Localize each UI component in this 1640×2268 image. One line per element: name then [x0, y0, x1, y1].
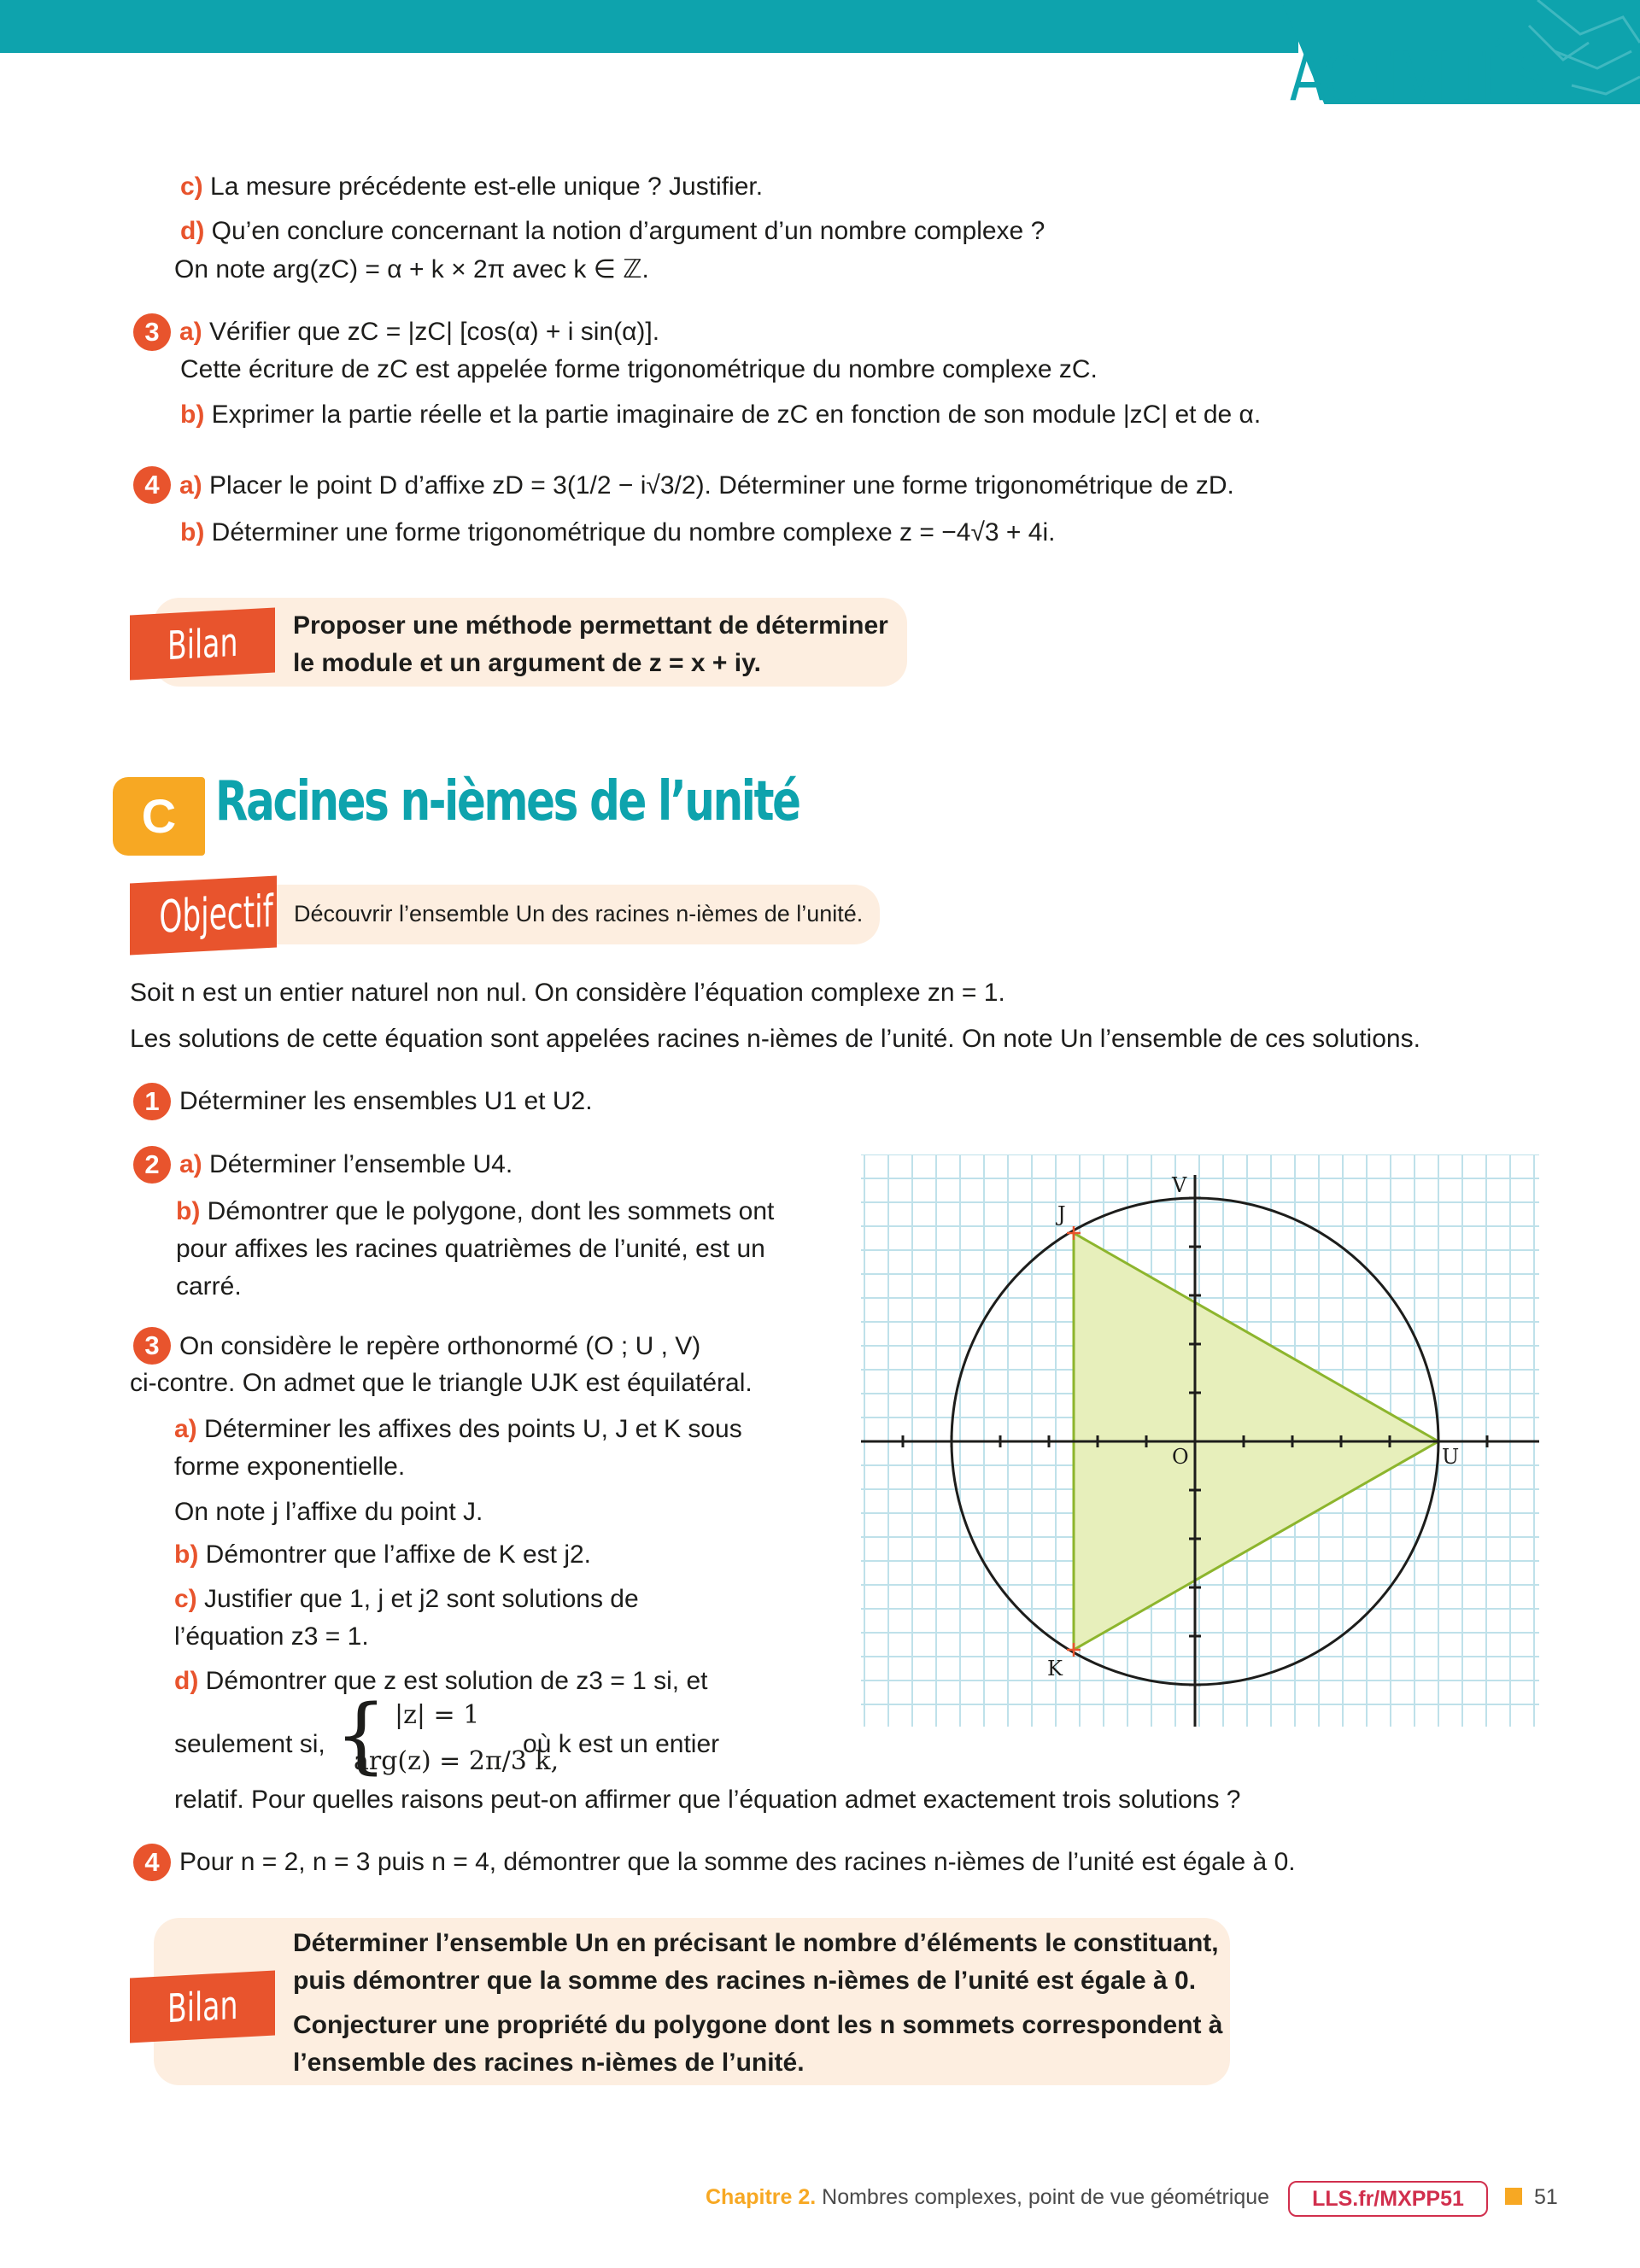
trig-form-note: Cette écriture de zC est appelée forme trigonométrique du nombre complexe zC. — [180, 355, 1098, 383]
footer-chapter: Chapitre 2. Nombres complexes, point de vue géométrique — [706, 2185, 1270, 2209]
question-4-number: 4 — [133, 466, 171, 504]
question-c4: Pour n = 2, n = 3 puis n = 4, démontrer que la somme des racines n-ièmes de l’unité est égale à 0. — [179, 1848, 1296, 1876]
section-title: Racines n-ièmes de l’unité — [215, 770, 800, 833]
question-2d: d) Qu’en conclure concernant la notion d’argument d’un nombre complexe ? — [180, 217, 1046, 245]
label-j: J — [1057, 1202, 1066, 1226]
question-c3-number: 3 — [133, 1327, 171, 1365]
header-bar — [0, 0, 1298, 53]
objectif-tag: Objectif — [130, 875, 277, 955]
argument-note: On note arg(zC) = α + k × 2π avec k ∈ ℤ. — [174, 255, 649, 284]
label-u: U — [1442, 1445, 1460, 1469]
intro-line-2: Les solutions de cette équation sont appelées racines n-ièmes de l’unité. On note Un l’ensemble de ces solutions. — [130, 1025, 1420, 1053]
bilan-text: Proposer une méthode permettant de déterminer le module et un argument de z = x + iy. — [293, 611, 888, 677]
page-header-title: ACTIVITÉS — [1290, 39, 1544, 116]
question-4a: a) Placer le point D d’affixe zD = 3(1/2 − i√3/2). Déterminer une forme trigonométrique de zD. — [179, 471, 1234, 500]
question-c2b: b) Démontrer que le polygone, dont les sommets ont pour affixes les racines quatrièmes de l’unité, est un carré. — [176, 1197, 775, 1301]
label-k: K — [1047, 1657, 1063, 1681]
intro-line-1: Soit n est un entier naturel non nul. On considère l’équation complexe zn = 1. — [130, 979, 1005, 1007]
bilan-tag: Bilan — [130, 608, 275, 681]
label-v: V — [1172, 1173, 1187, 1197]
question-c3d-line2-pre: seulement si, — [174, 1730, 325, 1758]
question-c3a: a) Déterminer les affixes des points U, J et K sous forme exponentielle. — [174, 1415, 742, 1481]
footer-square — [1505, 2188, 1522, 2205]
question-c3d: d) Démontrer que z est solution de z3 = 1 si, et — [174, 1667, 708, 1695]
question-c3c: c) Justifier que 1, j et j2 sont solutions de l’équation z3 = 1. — [174, 1585, 639, 1651]
bilan-tag-c: Bilan — [130, 1971, 275, 2043]
question-c3d-line2-post: où k est un entier — [523, 1730, 720, 1758]
question-c3d-line3: relatif. Pour quelles raisons peut-on affirmer que l’équation admet exactement trois solutions ? — [174, 1786, 1241, 1814]
system-equation-1: |z| = 1 — [395, 1700, 480, 1730]
question-c3-line2: ci-contre. On admet que le triangle UJK est équilatéral. — [130, 1369, 753, 1397]
bilan-text-c: Déterminer l’ensemble Un en précisant le nombre d’éléments le constituant, puis démontrer que la somme des racines n-ièmes de l’unité est égale à 0. Conjecturer une propriété du polygone dont les n sommets correspondent à l’ensemble des racines n-ièmes de l’unité. — [293, 1929, 1223, 2077]
j-note: On note j l’affixe du point J. — [174, 1498, 483, 1526]
footer-link[interactable]: LLS.fr/MXPP51 — [1288, 2181, 1488, 2217]
question-c3-line1: On considère le repère orthonormé (O ; U , V) — [179, 1332, 701, 1360]
question-4b: b) Déterminer une forme trigonométrique du nombre complexe z = −4√3 + 4i. — [180, 518, 1056, 547]
question-c2-number: 2 — [133, 1146, 171, 1184]
question-2c: c) La mesure précédente est-elle unique ? Justifier. — [180, 172, 764, 201]
question-c3b: b) Démontrer que l’affixe de K est j2. — [174, 1540, 592, 1569]
system-brace: { — [335, 1687, 388, 1783]
label-o: O — [1172, 1445, 1189, 1469]
system-equation-2: arg(z) = 2π/3 k, — [354, 1746, 559, 1776]
question-3a: a) Vérifier que zC = |zC| [cos(α) + i sin(α)]. — [179, 318, 660, 346]
question-c1: Déterminer les ensembles U1 et U2. — [179, 1087, 593, 1115]
unit-circle-figure — [861, 1154, 1539, 1727]
question-c2a: a) Déterminer l’ensemble U4. — [179, 1150, 513, 1178]
section-badge: C — [113, 777, 205, 856]
question-3b: b) Exprimer la partie réelle et la partie imaginaire de zC en fonction de son module |zC| et de α. — [180, 400, 1262, 429]
page-number: 51 — [1534, 2185, 1558, 2209]
question-c4-number: 4 — [133, 1844, 171, 1881]
objectif-text: Découvrir l’ensemble Un des racines n-ièmes de l’unité. — [294, 901, 864, 926]
question-3-number: 3 — [133, 313, 171, 351]
question-c1-number: 1 — [133, 1083, 171, 1120]
